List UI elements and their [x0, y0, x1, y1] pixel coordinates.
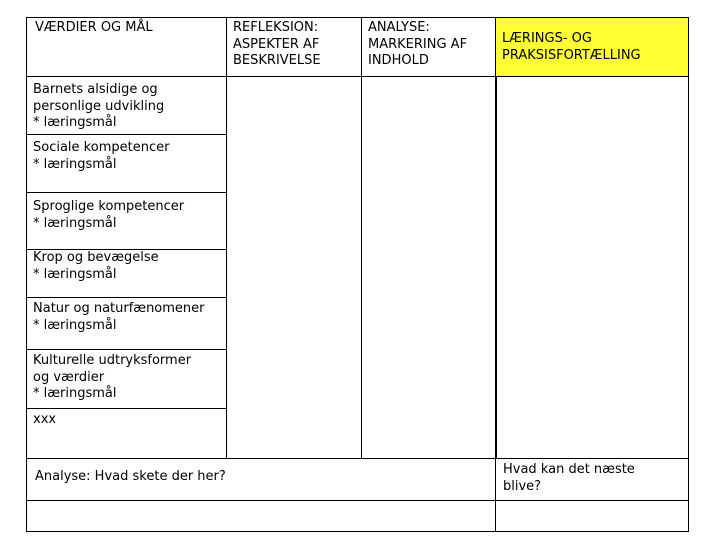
row-personal-development: Barnets alsidige og personlige udvikling * læringsmål [26, 76, 227, 135]
header-analysis: ANALYSE: MARKERING AF INDHOLD [361, 17, 496, 77]
row-xxx: xxx [26, 408, 227, 459]
row-language-competences: Sproglige kompetencer * læringsmål [26, 192, 227, 250]
footer-blank-right [495, 500, 689, 532]
analysis-what-happened: Analyse: Hvad skete der her? [26, 458, 496, 501]
header-learning-story: LÆRINGS- OG PRAKSISFORTÆLLING [495, 17, 689, 77]
row-body-movement: Krop og bevægelse * læringsmål [26, 249, 227, 298]
row-nature: Natur og naturfænomener * læringsmål [26, 297, 227, 350]
analysis-content-area [361, 76, 497, 459]
row-cultural-expressions: Kulturelle udtryksformer og værdier * læringsmål [26, 349, 227, 409]
footer-blank-left [26, 500, 496, 532]
learning-story-content-area [495, 76, 689, 459]
header-values-goals: VÆRDIER OG MÅL [26, 17, 227, 77]
what-next: Hvad kan det næste blive? [495, 458, 689, 501]
header-reflection: REFLEKSION: ASPEKTER AF BESKRIVELSE [226, 17, 362, 77]
row-social-competences: Sociale kompetencer * læringsmål [26, 134, 227, 193]
reflection-table [26, 17, 689, 532]
